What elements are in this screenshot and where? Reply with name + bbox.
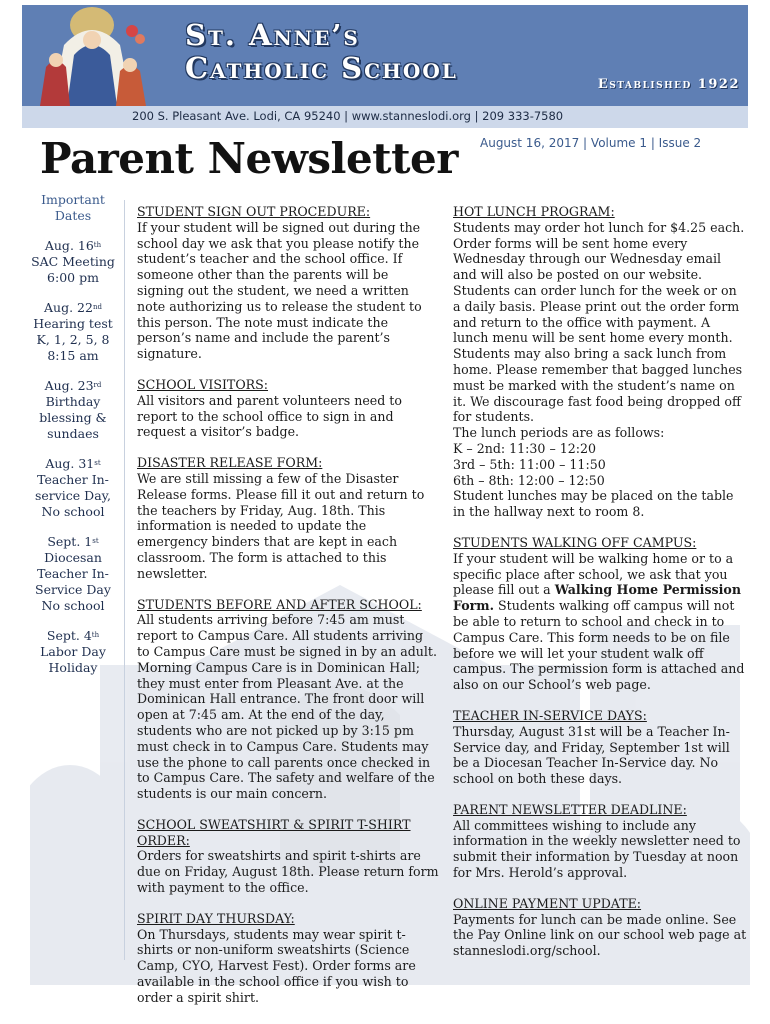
- article-online-payment: [453, 896, 748, 959]
- important-dates-heading: Important Dates: [41, 192, 105, 223]
- school-address: 200 S. Pleasant Ave. Lodi, CA 95240 | www.stanneslodi.org | 209 333-7580: [132, 109, 564, 123]
- date-entry: Aug. 31st Teacher In-service Day, No school: [34, 456, 112, 519]
- established-year: Established 1922: [597, 77, 740, 92]
- article-column-left: [137, 204, 439, 1021]
- article-body: Students may order hot lunch for $4.25 each. Order forms will be sent home every Wednesday through our Wednesday email and will also be posted on our website. Students can order lunch for the week or on a daily basis. Please print out the order form and return to the office with payment. A lunch menu will be sent home every month. Students may also bring a sack lunch from home. Please remember that bagged lunches must be marked with the student’s name on it. We discourage fast food being dropped off for students.: [453, 219, 745, 425]
- article-heading: PARENT NEWSLETTER DEADLINE:: [453, 801, 687, 817]
- article-newsletter-deadline: [453, 802, 748, 881]
- article-heading: SPIRIT DAY THURSDAY:: [137, 910, 295, 926]
- article-hot-lunch: [453, 204, 748, 520]
- date-entry: Aug. 23rd Birthday blessing & sundaes: [39, 378, 107, 441]
- article-body: Payments for lunch can be made online. See the Pay Online link on our school web page at stanneslodi.org/school.: [453, 911, 747, 959]
- date-entry: Aug. 16th SAC Meeting 6:00 pm: [31, 238, 115, 285]
- sidebar-divider: [124, 200, 125, 960]
- article-heading: HOT LUNCH PROGRAM:: [453, 204, 615, 219]
- article-sign-out: [137, 204, 439, 362]
- school-name: [185, 19, 458, 85]
- date-entry: Sept. 1st Diocesan Teacher In-Service Day No school: [35, 534, 111, 613]
- article-disaster-release: [137, 455, 439, 581]
- article-sweatshirt-order: [137, 817, 439, 896]
- article-heading: STUDENT SIGN OUT PROCEDURE:: [137, 204, 371, 219]
- article-spirit-day: [137, 911, 439, 1006]
- article-heading: TEACHER IN-SERVICE DAYS:: [453, 707, 647, 723]
- article-column-right: [453, 204, 748, 974]
- lunch-period: 3rd – 5th: 11:00 – 11:50: [453, 456, 606, 472]
- article-heading: ONLINE PAYMENT UPDATE:: [453, 895, 642, 911]
- lunch-note: Student lunches may be placed on the table in the hallway next to room 8.: [453, 488, 734, 520]
- lunch-periods-intro: The lunch periods are as follows:: [453, 425, 665, 441]
- article-body: If your student will be walking home or to a specific place after school, we ask that you please fill out a Walking Home Permission Form. Students walking off campus will not be able to return to school and check in to Campus Care. This form needs to be on file before we will let your student walk off campus. The permission form is attached and also on our School’s web page.: [453, 550, 745, 693]
- article-walking-off-campus: [453, 535, 748, 693]
- page-title: Parent Newsletter: [40, 134, 458, 183]
- article-body: All committees wishing to include any information in the weekly newsletter need to submit their information by Tuesday at noon for Mrs. Herold’s approval.: [453, 817, 741, 881]
- article-body: Orders for sweatshirts and spirit t-shirts are due on Friday, August 18th. Please return form with payment to the office.: [137, 848, 439, 896]
- article-visitors: [137, 377, 439, 440]
- saint-anne-illustration: [22, 5, 162, 106]
- article-heading: SCHOOL SWEATSHIRT & SPIRIT T-SHIRT ORDER:: [137, 816, 411, 848]
- article-body: We are still missing a few of the Disaster Release forms. Please fill it out and return to the teachers by Friday, Aug. 18th. This information is needed to update the emergency binders that are kept in each classroom. The form is attached to this newsletter.: [137, 470, 425, 581]
- date-entry: Sept. 4th Labor Day Holiday: [40, 628, 106, 675]
- date-entry: Aug. 22nd Hearing test K, 1, 2, 5, 8 8:15 am: [33, 300, 113, 363]
- article-heading: DISASTER RELEASE FORM:: [137, 455, 323, 471]
- lunch-period: 6th – 8th: 12:00 – 12:50: [453, 472, 605, 488]
- article-before-after-school: [137, 597, 439, 802]
- article-heading: SCHOOL VISITORS:: [137, 376, 269, 392]
- header-banner: [22, 5, 748, 106]
- article-teacher-inservice: [453, 708, 748, 787]
- article-body: If your student will be signed out during the school day we ask that you please notify the student’s teacher and the school office. If someone other than the parents will be signing out the student, we need a written note authorizing us to release the student to this person. The note must indicate the person’s name and include the parent’s signature.: [137, 219, 422, 362]
- address-bar: [22, 106, 748, 128]
- issue-info: August 16, 2017 | Volume 1 | Issue 2: [480, 136, 702, 150]
- lunch-period: K – 2nd: 11:30 – 12:20: [453, 440, 597, 456]
- school-name-line2: Catholic School: [185, 51, 458, 85]
- article-body: All students arriving before 7:45 am must report to Campus Care. All students arriving to Campus Care must be signed in by an adult. Morning Campus Care is in Dominican Hall; they must enter from Pleasant Ave. at the Dominican Hall entrance. The front door will open at 7:45 am. At the end of the day, students who are not picked up by 3:15 pm must check in to Campus Care. Students may use the phone to call parents once checked in to Campus Care. The safety and welfare of the students is our main concern.: [137, 612, 437, 802]
- article-heading: STUDENTS BEFORE AND AFTER SCHOOL:: [137, 596, 422, 612]
- article-body: On Thursdays, students may wear spirit t-shirts or non-uniform sweatshirts (Science Camp, CYO, Harvest Fest). Order forms are available in the school office if you wish to order a spirit shirt.: [137, 926, 416, 1005]
- permission-form-name: Walking Home Permission Form.: [453, 582, 741, 614]
- school-name-line1: St. Anne’s: [185, 18, 360, 52]
- article-heading: STUDENTS WALKING OFF CAMPUS:: [453, 534, 697, 550]
- important-dates-sidebar: [26, 192, 120, 690]
- article-body: All visitors and parent volunteers need to report to the school office to sign in and request a visitor’s badge.: [137, 392, 402, 440]
- article-body: Thursday, August 31st will be a Teacher In-Service day, and Friday, September 1st will be a Diocesan Teacher In-Service day. No school on both these days.: [453, 723, 730, 787]
